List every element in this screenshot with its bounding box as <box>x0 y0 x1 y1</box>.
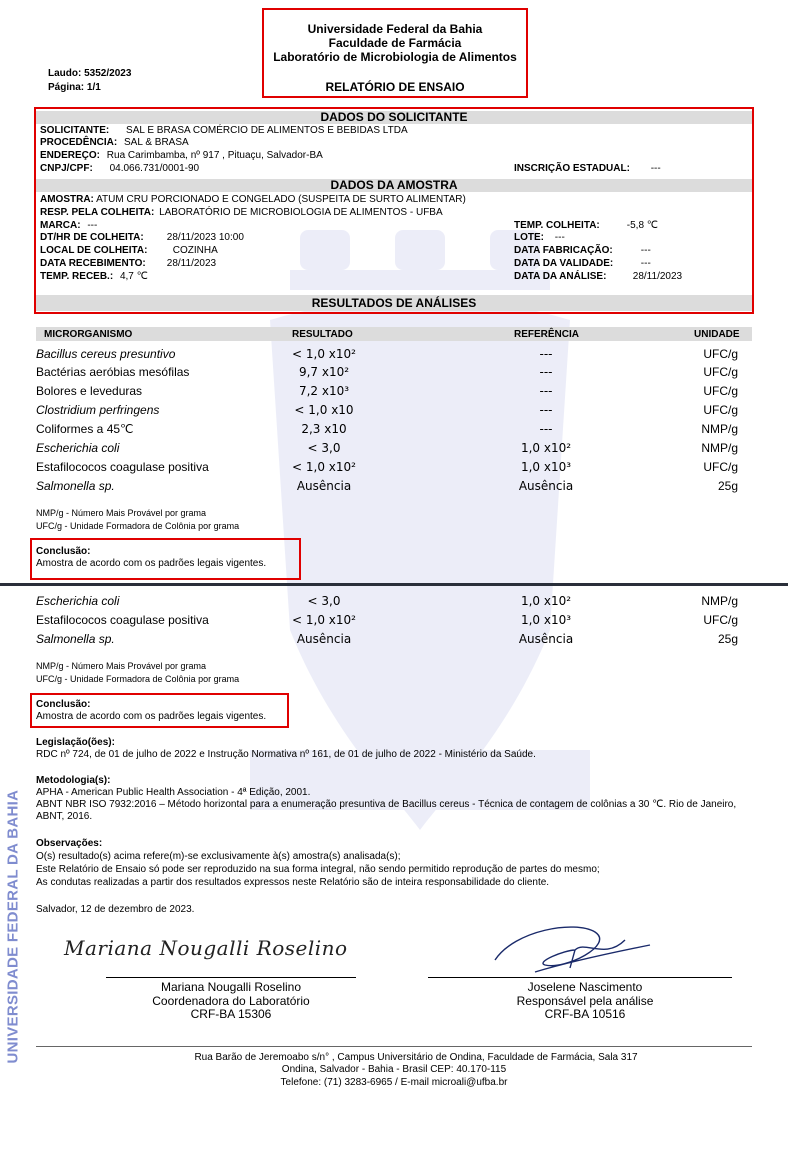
header-lab: Laboratório de Microbiologia de Alimentos <box>273 50 517 64</box>
note-ufc: UFC/g - Unidade Formadora de Colônia por grama <box>36 521 240 531</box>
ie-label: INSCRIÇÃO ESTADUAL: <box>514 163 630 174</box>
col-microrganismo: MICRORGANISMO <box>44 329 133 340</box>
row-1-unit: UFC/g <box>703 365 738 379</box>
row-2-name: Bolores e leveduras <box>36 384 143 398</box>
dthr-label: DT/HR DE COLHEITA: <box>40 232 144 243</box>
report-title: RELATÓRIO DE ENSAIO <box>325 80 465 94</box>
row-1-name: Bactérias aeróbias mesófilas <box>36 365 190 379</box>
row-3-unit: UFC/g <box>703 403 738 417</box>
row-2-ref: --- <box>539 384 553 398</box>
row-7-ref: Ausência <box>518 479 574 493</box>
row-4-name: Coliformes a 45℃ <box>36 422 134 436</box>
marca-value: --- <box>87 220 98 231</box>
receb-value: 28/11/2023 <box>166 258 217 269</box>
fabricacao-value: --- <box>640 245 651 256</box>
fabricacao-label: DATA FABRICAÇÃO: <box>514 245 613 256</box>
row-6-result: < 1,0 x10² <box>292 460 356 474</box>
row-6-unit-repeat: UFC/g <box>703 613 738 627</box>
resp-label: RESP. PELA COLHEITA: <box>40 207 155 218</box>
row-7-unit: 25g <box>717 479 738 493</box>
cnpj-value: 04.066.731/0001-90 <box>109 163 200 174</box>
ie-row <box>514 163 661 175</box>
marca-label: MARCA: <box>40 220 81 231</box>
section-resultados: RESULTADOS DE ANÁLISES <box>36 295 752 311</box>
date-line: Salvador, 12 de dezembro de 2023. <box>36 904 195 915</box>
right-signer-role: Responsável pela análise <box>516 994 654 1008</box>
row-5-result-repeat: < 3,0 <box>307 594 341 608</box>
procedencia-value: SAL & BRASA <box>124 137 189 148</box>
right-signature-line <box>428 977 732 978</box>
col-unidade: UNIDADE <box>694 329 740 340</box>
conclusion-text-repeat: Amostra de acordo com os padrões legais vigentes. <box>36 711 267 722</box>
left-signer-crf: CRF-BA 15306 <box>190 1007 272 1021</box>
amostra-value: ATUM CRU PORCIONADO E CONGELADO (SUSPEITA DE SURTO ALIMENTAR) <box>96 194 466 205</box>
row-5-result: < 3,0 <box>307 441 341 455</box>
row-7-result: Ausência <box>296 479 352 493</box>
resp-row <box>40 207 443 219</box>
solicitante-value: SAL E BRASA COMÉRCIO DE ALIMENTOS E BEBIDAS LTDA <box>126 125 408 136</box>
procedencia-label: PROCEDÊNCIA: <box>40 137 118 148</box>
amostra-label: AMOSTRA: <box>40 194 94 205</box>
analise-value: 28/11/2023 <box>632 271 683 282</box>
metodologia-line1: APHA - American Public Health Association - 4ª Edição, 2001. <box>36 787 311 798</box>
footer-contact: Telefone: (71) 3283-6965 / E-mail microali@ufba.br <box>280 1077 508 1088</box>
endereco-value: Rua Carimbamba, nº 917 , Pituaçu, Salvador-BA <box>106 150 323 161</box>
observacoes-line2: Este Relatório de Ensaio só pode ser reproduzido na sua forma integral, não sendo permitido reprodução de partes do mesmo; <box>36 864 600 875</box>
row-7-ref-repeat: Ausência <box>518 632 574 646</box>
row-6-result-repeat: < 1,0 x10² <box>292 613 356 627</box>
row-5-ref: 1,0 x10² <box>520 441 572 455</box>
metodologia-title: Metodologia(s): <box>36 775 111 786</box>
temp-colheita-row <box>514 220 658 232</box>
cnpj-row <box>40 163 199 175</box>
header-university: Universidade Federal da Bahia <box>307 22 483 36</box>
receb-row <box>40 258 216 270</box>
solicitante-row <box>40 125 408 137</box>
left-signer-name: Mariana Nougalli Roselino <box>160 980 302 994</box>
right-signer-crf: CRF-BA 10516 <box>544 1007 626 1021</box>
row-7-result-repeat: Ausência <box>296 632 352 646</box>
local-value: COZINHA <box>172 245 218 256</box>
temp-receb-value: 4,7 ℃ <box>119 271 148 282</box>
ie-value: --- <box>650 163 661 174</box>
row-5-unit: NMP/g <box>701 441 738 455</box>
validade-value: --- <box>640 258 651 269</box>
row-1-ref: --- <box>539 365 553 379</box>
temp-receb-row <box>40 271 148 283</box>
marca-row <box>40 220 97 232</box>
row-5-name-repeat: Escherichia coli <box>36 594 120 608</box>
resp-value: LABORATÓRIO DE MICROBIOLOGIA DE ALIMENTOS - UFBA <box>159 207 443 218</box>
header-faculty: Faculdade de Farmácia <box>328 36 462 50</box>
fabricacao-row <box>514 245 651 257</box>
legislacao-text: RDC nº 724, de 01 de julho de 2022 e Instrução Normativa nº 161, de 01 de julho de 2022 - Ministério da Saúde. <box>36 749 536 760</box>
row-7-unit-repeat: 25g <box>717 632 738 646</box>
dthr-value: 28/11/2023 10:00 <box>166 232 244 243</box>
row-4-result: 2,3 x10 <box>301 422 347 436</box>
row-6-ref-repeat: 1,0 x10³ <box>520 613 572 627</box>
row-5-unit-repeat: NMP/g <box>701 594 738 608</box>
section-amostra: DADOS DA AMOSTRA <box>36 179 752 192</box>
temp-colheita-value: -5,8 ℃ <box>626 220 659 231</box>
results-table-header <box>36 327 752 341</box>
procedencia-row <box>40 137 189 149</box>
receb-label: DATA RECEBIMENTO: <box>40 258 146 269</box>
row-2-result: 7,2 x10³ <box>298 384 350 398</box>
row-6-unit: UFC/g <box>703 460 738 474</box>
row-0-result: < 1,0 x10² <box>292 347 356 361</box>
local-label: LOCAL DE COLHEITA: <box>40 245 148 256</box>
lote-row <box>514 232 565 244</box>
col-referencia: REFERÊNCIA <box>514 329 580 340</box>
conclusion-title-repeat: Conclusão: <box>36 699 91 710</box>
validade-row <box>514 258 651 270</box>
left-signature-handwriting: Mariana Nougalli Roselino <box>64 936 348 960</box>
section-solicitante: DADOS DO SOLICITANTE <box>36 111 752 124</box>
observacoes-title: Observações: <box>36 838 103 849</box>
row-3-result: < 1,0 x10 <box>294 403 354 417</box>
footer-city: Ondina, Salvador - Bahia - Brasil CEP: 40.170-115 <box>281 1064 507 1075</box>
footer-rule <box>36 1046 752 1047</box>
right-signer-name: Joselene Nascimento <box>527 980 643 994</box>
right-signature-scribble <box>475 920 655 980</box>
row-0-unit: UFC/g <box>703 347 738 361</box>
col-resultado: RESULTADO <box>292 329 353 340</box>
footer-address: Rua Barão de Jeremoabo s/n° , Campus Universitário de Ondina, Faculdade de Farmácia, Sala 317 <box>194 1052 638 1063</box>
row-4-unit: NMP/g <box>701 422 738 436</box>
screenshot-divider <box>0 583 788 586</box>
observacoes-line1: O(s) resultado(s) acima refere(m)-se exclusivamente à(s) amostra(s) analisada(s); <box>36 851 401 862</box>
side-university-text: UNIVERSIDADE FEDERAL DA BAHIA <box>4 789 22 1064</box>
laudo-number: Laudo: 5352/2023 <box>48 68 132 79</box>
lote-label: LOTE: <box>514 232 544 243</box>
page-number: Página: 1/1 <box>48 82 101 93</box>
endereco-label: ENDEREÇO: <box>40 150 101 161</box>
cnpj-label: CNPJ/CPF: <box>40 163 93 174</box>
row-7-name-repeat: Salmonella sp. <box>36 632 115 646</box>
conclusion-text: Amostra de acordo com os padrões legais vigentes. <box>36 558 267 569</box>
ufba-watermark-crest <box>250 230 590 870</box>
row-0-ref: --- <box>539 347 553 361</box>
temp-colheita-label: TEMP. COLHEITA: <box>514 220 600 231</box>
analise-label: DATA DA ANÁLISE: <box>514 271 607 282</box>
left-signature-line <box>106 977 356 978</box>
note-nmp-repeat: NMP/g - Número Mais Provável por grama <box>36 661 207 671</box>
endereco-row <box>40 150 323 162</box>
note-ufc-repeat: UFC/g - Unidade Formadora de Colônia por grama <box>36 674 240 684</box>
row-6-name-repeat: Estafilococos coagulase positiva <box>36 613 209 627</box>
row-5-ref-repeat: 1,0 x10² <box>520 594 572 608</box>
conclusion-title: Conclusão: <box>36 546 91 557</box>
row-4-ref: --- <box>539 422 553 436</box>
local-row <box>40 245 218 257</box>
amostra-row <box>40 194 466 206</box>
row-6-ref: 1,0 x10³ <box>520 460 572 474</box>
row-1-result: 9,7 x10² <box>298 365 350 379</box>
left-signer-role: Coordenadora do Laboratório <box>152 994 310 1008</box>
observacoes-line3: As condutas realizadas a partir dos resultados expressos neste Relatório são de inteira responsabilidade do cliente. <box>36 877 550 888</box>
legislacao-title: Legislação(ões): <box>36 737 115 748</box>
metodologia-line2: ABNT NBR ISO 7932:2016 – Método horizontal para a enumeração presuntiva de Bacillus cereus - Técnica de contagem de colônias a 30 ℃. Rio de Janeiro, ABNT, 2016. <box>36 799 737 822</box>
note-nmp: NMP/g - Número Mais Provável por grama <box>36 508 207 518</box>
row-3-name: Clostridium perfringens <box>36 403 160 417</box>
lote-value: --- <box>554 232 565 243</box>
analise-row <box>514 271 682 283</box>
row-0-name: Bacillus cereus presuntivo <box>36 347 176 361</box>
dthr-row <box>40 232 244 244</box>
row-6-name: Estafilococos coagulase positiva <box>36 460 209 474</box>
solicitante-label: SOLICITANTE: <box>40 125 110 136</box>
row-7-name: Salmonella sp. <box>36 479 115 493</box>
row-2-unit: UFC/g <box>703 384 738 398</box>
validade-label: DATA DA VALIDADE: <box>514 258 614 269</box>
temp-receb-label: TEMP. RECEB.: <box>40 271 114 282</box>
row-3-ref: --- <box>539 403 553 417</box>
row-5-name: Escherichia coli <box>36 441 120 455</box>
